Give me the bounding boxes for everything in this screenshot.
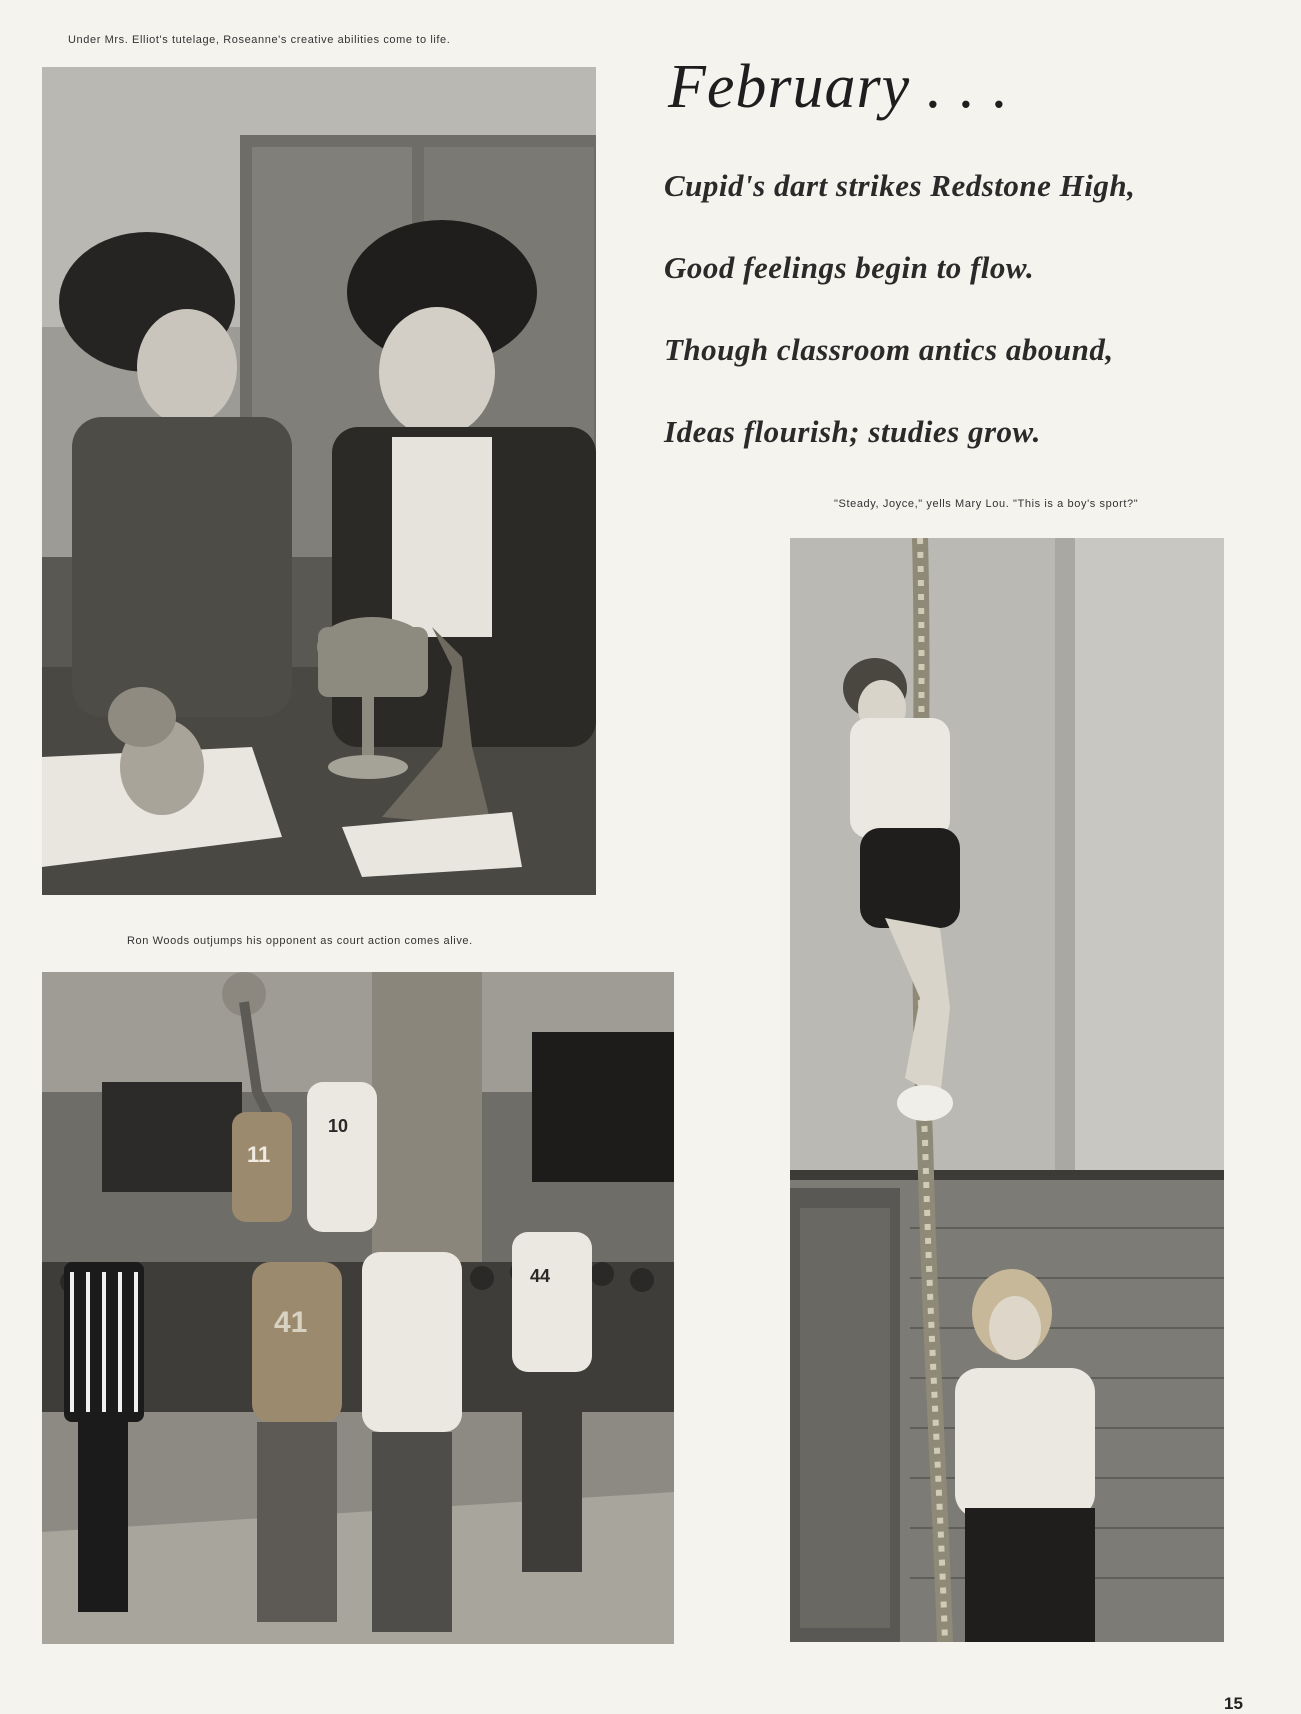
rope-climb-photo-drawing: [790, 538, 1224, 1642]
poem-line-1: Cupid's dart strikes Redstone High,: [664, 168, 1136, 203]
art-class-photo-drawing: [42, 67, 596, 895]
basketball-photo: [42, 972, 674, 1644]
jersey-number-41: 41: [274, 1306, 308, 1339]
page-number: 15: [1224, 1694, 1243, 1713]
jersey-number-44: 44: [530, 1266, 551, 1286]
basketball-caption: Ron Woods outjumps his opponent as court action comes alive.: [127, 935, 473, 947]
jersey-number-11: 11: [247, 1142, 271, 1167]
poem-line-2: Good feelings begin to flow.: [664, 250, 1035, 285]
art-class-photo: [42, 67, 596, 895]
rope-climb-caption: "Steady, Joyce," yells Mary Lou. "This is a boy's sport?": [834, 498, 1139, 510]
rope-climb-photo: [790, 538, 1224, 1642]
basketball-photo-drawing: [42, 972, 674, 1644]
poem-line-4: Ideas flourish; studies grow.: [664, 414, 1041, 449]
poem-line-3: Though classroom antics abound,: [664, 332, 1114, 367]
art-class-caption: Under Mrs. Elliot's tutelage, Roseanne's creative abilities come to life.: [68, 34, 451, 46]
jersey-number-10: 10: [328, 1116, 349, 1136]
page-title: February . . .: [668, 53, 1010, 121]
